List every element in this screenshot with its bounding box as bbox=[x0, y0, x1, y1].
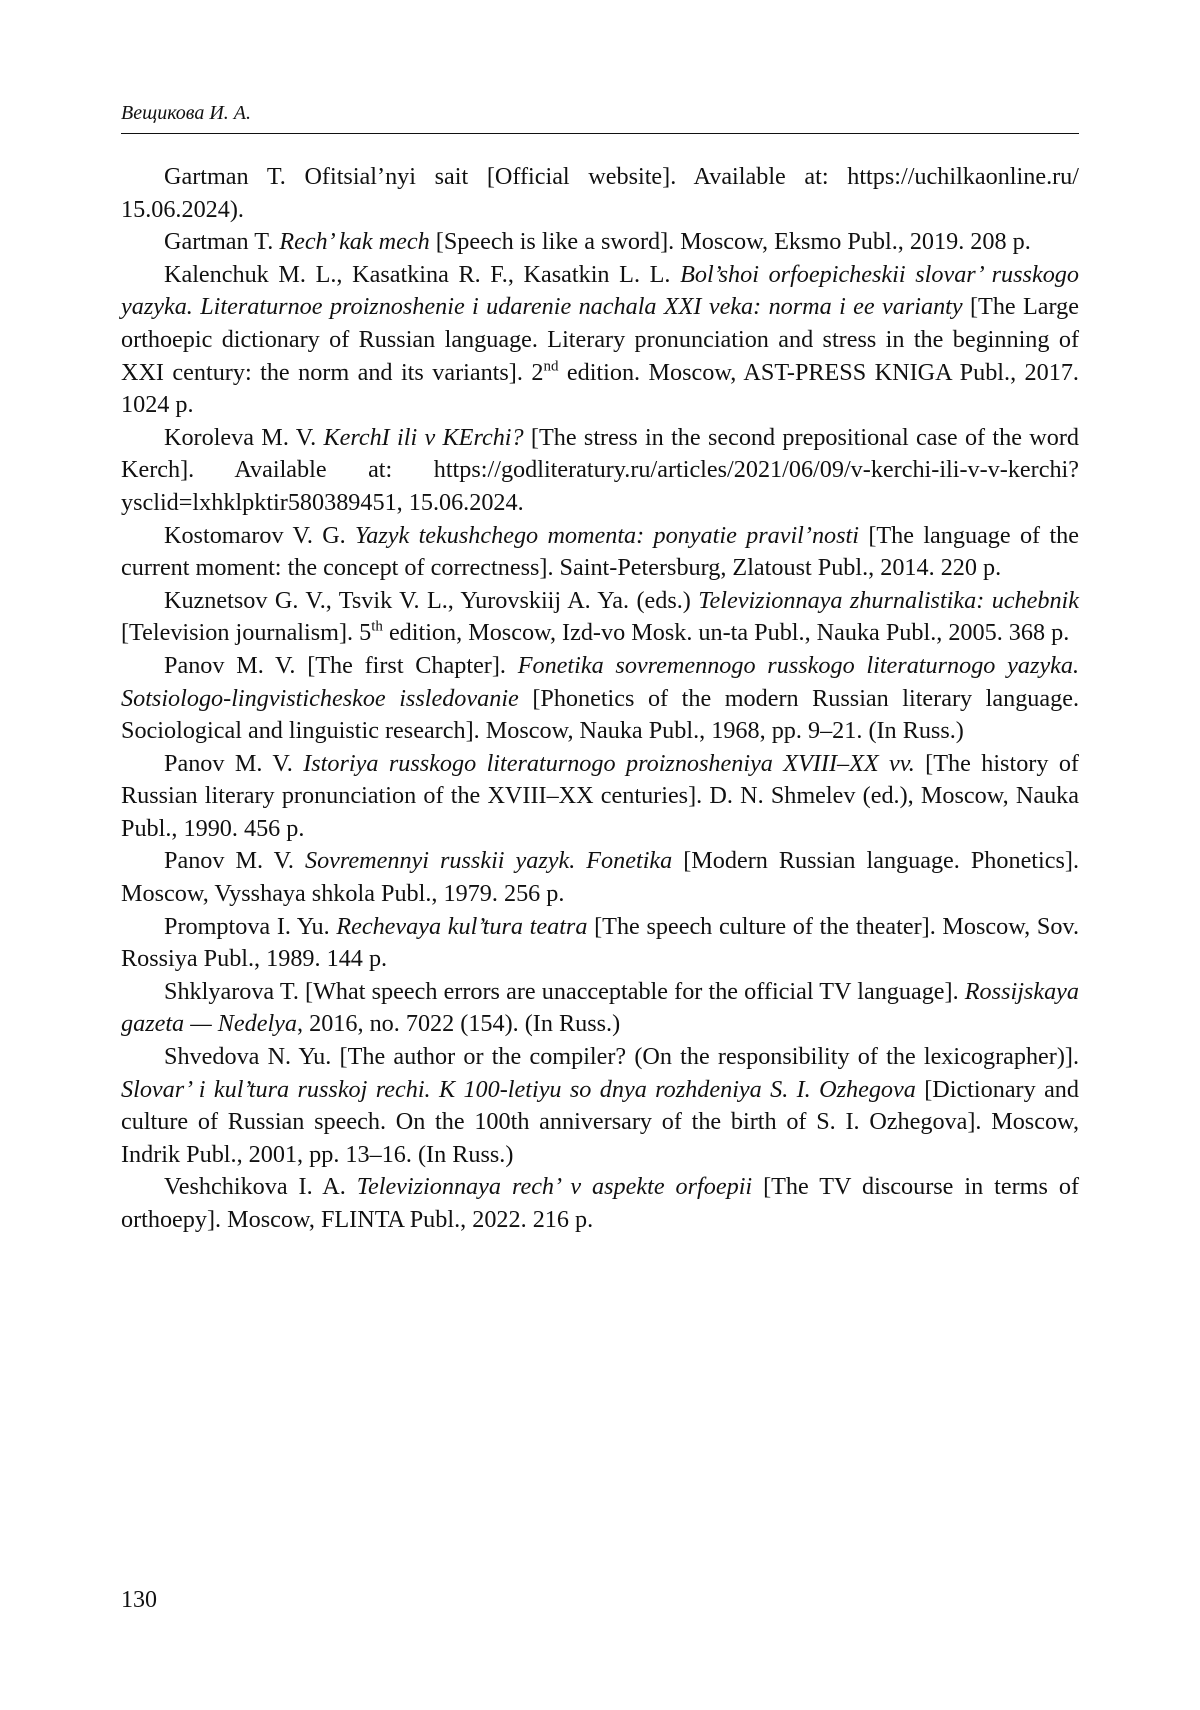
running-header bbox=[121, 100, 1079, 134]
reference-entry bbox=[121, 911, 1079, 976]
reference-title-italic: Sovremennyi russkii yazyk. Fonetika bbox=[304, 847, 673, 875]
reference-entry bbox=[121, 748, 1079, 846]
reference-entry bbox=[121, 520, 1079, 585]
reference-entry bbox=[121, 226, 1079, 259]
reference-entry bbox=[121, 976, 1079, 1041]
reference-text: Koroleva M. V. bbox=[164, 423, 324, 451]
reference-text: [Television journalism]. 5 bbox=[121, 619, 372, 647]
reference-entry bbox=[121, 650, 1079, 748]
reference-entry bbox=[121, 422, 1079, 520]
reference-text: [The TV discourse in terms of orthoepy]. Moscow, FLINTA Publ., 2022. 216 p. bbox=[121, 1173, 1079, 1233]
reference-text: Shvedova N. Yu. [The author or the compiler? (On the responsibility of the lexicographer)]. bbox=[164, 1043, 1079, 1071]
reference-title-italic: Rossijskaya gazeta — Nedelya bbox=[121, 977, 1079, 1038]
reference-text: Veshchikova I. A. bbox=[164, 1173, 357, 1201]
ordinal-superscript: nd bbox=[543, 358, 559, 375]
reference-text: [The history of Russian literary pronunciation of the XVIII–XX centuries]. D. N. Shmelev (ed.), Moscow, Nauka Publ., 1990. 456 p. bbox=[121, 749, 1079, 842]
reference-text: Panov M. V. bbox=[164, 749, 304, 777]
reference-text: [Speech is like a sword]. Moscow, Eksmo Publ., 2019. 208 p. bbox=[429, 228, 1031, 256]
reference-text: Kostomarov V. G. bbox=[164, 521, 356, 549]
running-header-author: Вещикова И. А. bbox=[121, 102, 251, 124]
reference-title-italic: Rech’ kak mech bbox=[279, 228, 430, 256]
reference-text: , 2016, no. 7022 (154). (In Russ.) bbox=[297, 1010, 621, 1038]
reference-text: Gartman T. Ofitsial’nyi sait [Official website]. Available at: https://uchilkaonline.ru/ 15.06.2024). bbox=[121, 163, 1079, 223]
reference-entry bbox=[121, 259, 1079, 422]
reference-text: [The language of the current moment: the concept of correctness]. Saint-Petersburg, Zlatoust Publ., 2014. 220 p. bbox=[121, 521, 1079, 582]
reference-text: Shklyarova T. [What speech errors are unacceptable for the official TV language]. bbox=[164, 977, 965, 1005]
reference-text: [The Large orthoepic dictionary of Russian language. Literary pronunciation and stress in the beginning of XXI century: the norm and its variants]. 2 bbox=[121, 293, 1079, 386]
reference-text: Panov M. V. [The first Chapter]. bbox=[164, 651, 518, 679]
reference-text: Promptova I. Yu. bbox=[164, 912, 337, 940]
reference-text: [The stress in the second prepositional case of the word Kerch]. Available at: https://godliteratury.ru/articles/2021/06/09/v-kerchi-ili-v-v-kerchi?ysclid=lxhklpktir580389451, 15.06.2024. bbox=[121, 423, 1079, 516]
reference-title-italic: Televizionnaya zhurnalistika: uchebnik bbox=[698, 586, 1079, 614]
reference-text: edition. Moscow, AST-PRESS KNIGA Publ., 2017. 1024 p. bbox=[121, 358, 1079, 419]
reference-title-italic: KerchI ili v KErchi? bbox=[323, 423, 524, 451]
page-number: 130 bbox=[121, 1587, 157, 1613]
reference-entry bbox=[121, 845, 1079, 910]
reference-entry bbox=[121, 1171, 1079, 1236]
reference-title-italic: Istoriya russkogo literaturnogo proiznosheniya XVIII–XX vv. bbox=[303, 749, 915, 777]
reference-text: Kalenchuk M. L., Kasatkina R. F., Kasatkin L. L. bbox=[164, 260, 681, 288]
reference-title-italic: Bol’shoi orfoepicheskii slovar’ russkogo yazyka. Literaturnoe proiznoshenie i udarenie nachala XXI veka: norma i ee varianty bbox=[121, 260, 1079, 321]
reference-list bbox=[121, 161, 1079, 1237]
reference-text: [Phonetics of the modern Russian literary language. Sociological and linguistic research]. Moscow, Nauka Publ., 1968, pp. 9–21. (In Russ.) bbox=[121, 684, 1079, 745]
reference-title-italic: Televizionnaya rech’ v aspekte orfoepii bbox=[356, 1173, 753, 1201]
reference-text: Kuznetsov G. V., Tsvik V. L., Yurovskiij A. Ya. (eds.) bbox=[164, 586, 699, 614]
reference-entry bbox=[121, 161, 1079, 226]
reference-text: [Modern Russian language. Phonetics]. Moscow, Vysshaya shkola Publ., 1979. 256 p. bbox=[121, 847, 1079, 908]
reference-text: [The speech culture of the theater]. Moscow, Sov. Rossiya Publ., 1989. 144 p. bbox=[121, 912, 1079, 973]
reference-title-italic: Slovar’ i kul’tura russkoj rechi. K 100-letiyu so dnya rozhdeniya S. I. Ozhegova bbox=[121, 1075, 916, 1103]
reference-entry bbox=[121, 1041, 1079, 1171]
reference-title-italic: Yazyk tekushchego momenta: ponyatie pravil’nosti bbox=[355, 521, 860, 549]
reference-text: [Dictionary and culture of Russian speech. On the 100th anniversary of the birth of S. I. Ozhegova]. Moscow, Indrik Publ., 2001, pp. 13–16. (In Russ.) bbox=[121, 1075, 1079, 1168]
reference-text: Gartman T. bbox=[164, 228, 280, 256]
reference-title-italic: Rechevaya kul’tura teatra bbox=[336, 912, 588, 940]
reference-text: Panov M. V. bbox=[164, 847, 305, 875]
ordinal-superscript: th bbox=[371, 619, 383, 636]
reference-entry bbox=[121, 585, 1079, 650]
reference-title-italic: Fonetika sovremennogo russkogo literaturnogo yazyka. Sotsiologo-lingvisticheskoe issledovanie bbox=[121, 651, 1079, 712]
reference-text: edition, Moscow, Izd-vo Mosk. un-ta Publ., Nauka Publ., 2005. 368 p. bbox=[382, 619, 1070, 647]
